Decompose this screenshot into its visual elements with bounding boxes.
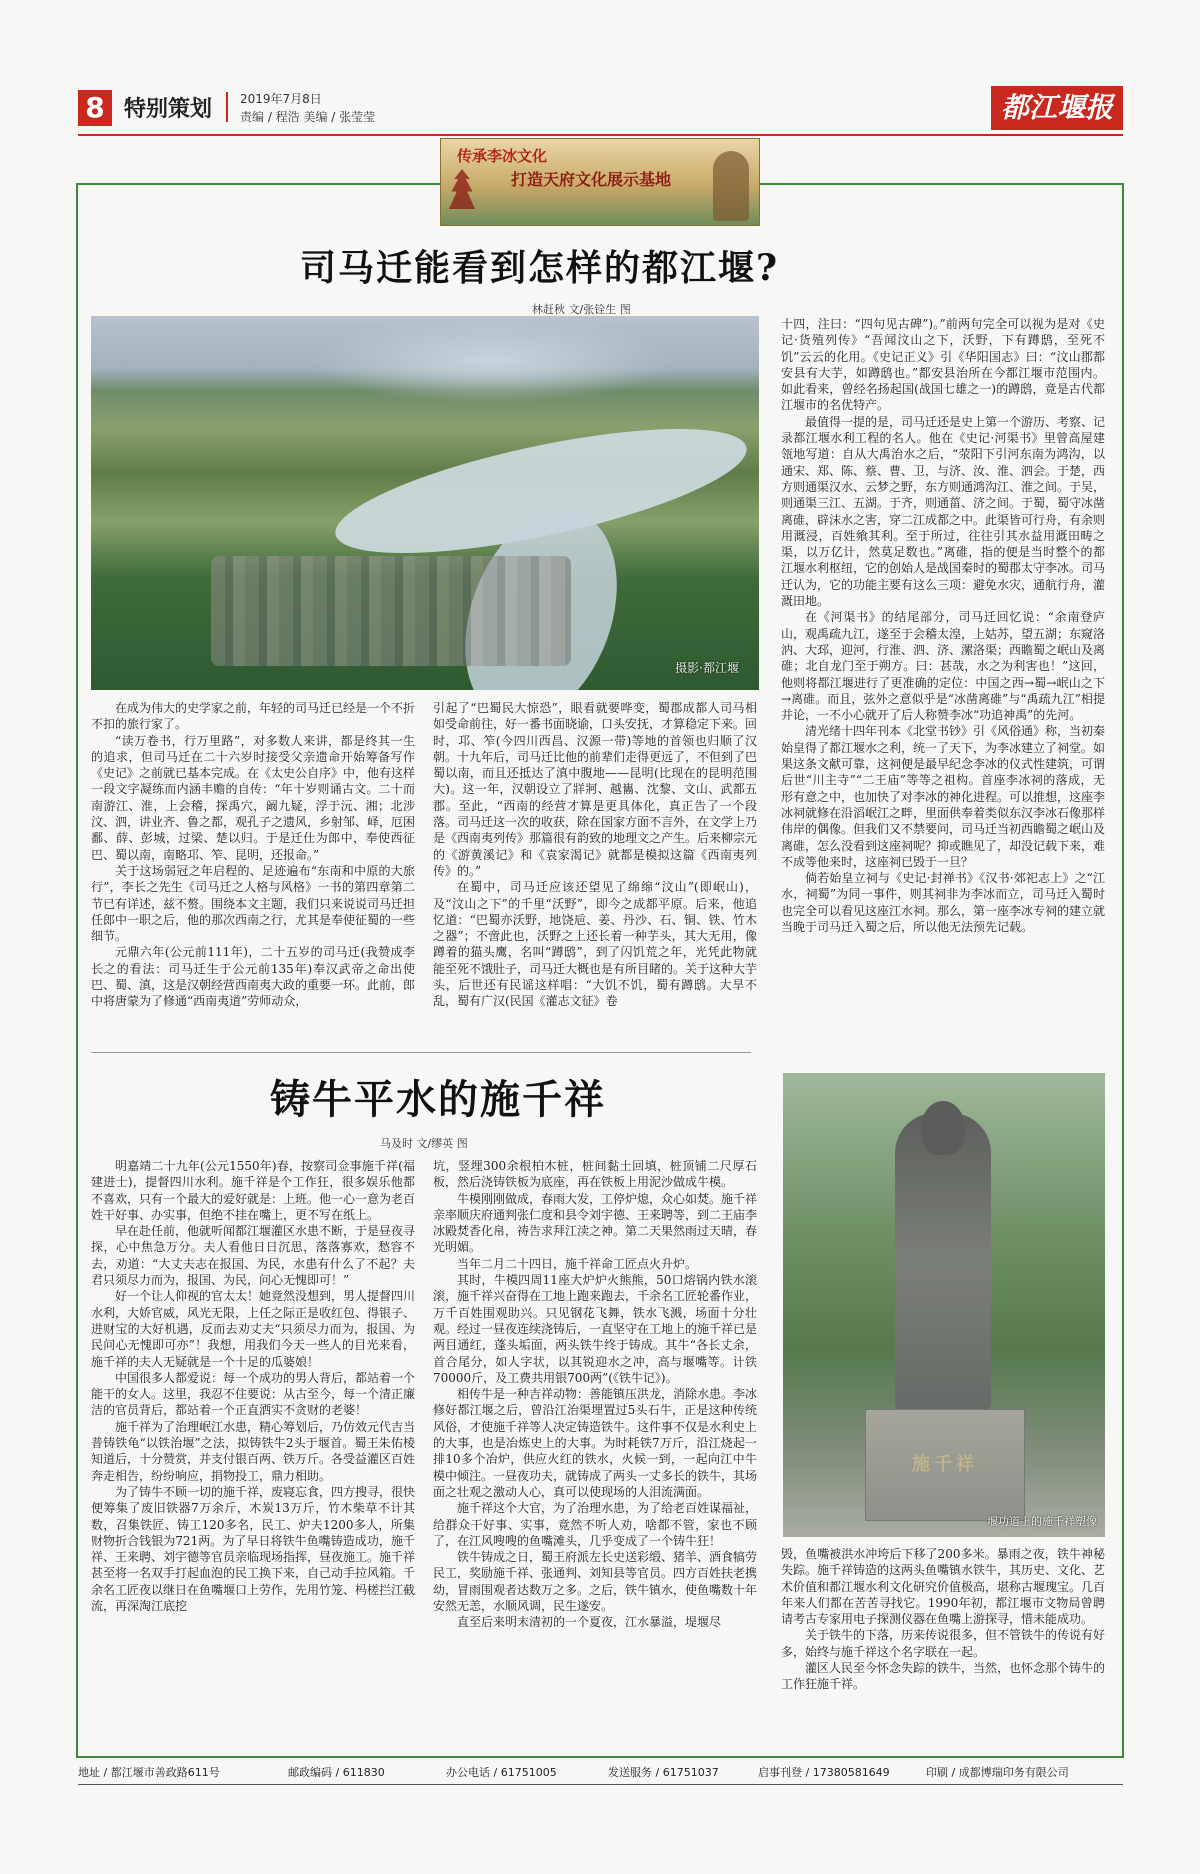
paragraph: 为了铸牛不顾一切的施千祥，废寝忘食，四方搜寻，很快便筹集了废旧铁器7万余斤，木炭13万斤，竹木柴草不计其数，召集铁匠、铸工120多名，民工、炉夫1200多人，所集财物折合钱银为721两。为了早日将铁牛鱼嘴铸造成功，施千祥、王来聘、刘宇德等官员亲临现场指挥，昼夜施工。施千祥甚至将一名双手打起血泡的民工换下来，自己动手拉风箱。千余名工匠夜以继日在鱼嘴堰口上劳作，先用竹笼、杩槎拦江截流，再深淘江底挖 bbox=[91, 1484, 415, 1614]
statue-pedestal bbox=[865, 1409, 1025, 1521]
article2-column-3 bbox=[781, 1546, 1105, 1746]
paragraph: 清光绪十四年刊本《北堂书钞》引《风俗通》称，当初秦始皇得了都江堰水之利，统一了天下，为李冰建立了祠堂。如果这条文献可靠，这祠便是最早纪念李冰的仪式性建筑，可谓后世“川主寺”“二王庙”等等之祖构。首座李冰祠的落成，无形有意之中，也加快了对李冰的神化进程。可以推想，这座李冰祠就修在沿滔岷江之畔，里面供奉着类似东汉李冰石像那样伟岸的偶像。但我们又不禁要问，司马迁当初西瞻蜀之岷山及离碓，怎么没看到这座祠呢？抑或瞧见了，却没记载下来，难不成等他来时，这座祠已毁于一旦？ bbox=[781, 724, 1105, 869]
pedestal-inscription: 施千祥 bbox=[912, 1454, 978, 1475]
paragraph: 坑，竖埋300余根柏木桩，桩间黏土回填，桩顶铺二尺厚石板，然后浇铸铁板为底座，再在铁板上用泥沙做成牛模。 bbox=[433, 1159, 757, 1190]
footer-printer: 印刷 / 成都博瑞印务有限公司 bbox=[926, 1766, 1069, 1779]
paragraph: 施千祥这个大官，为了治理水患，为了给老百姓谋福祉，给群众干好事、实事，竟然不听人劝，啥都不管，家也不顾了，在江风嗖嗖的鱼嘴滩头，几乎变成了一个铸牛狂！ bbox=[433, 1501, 757, 1548]
paragraph: 最值得一提的是，司马迁还是史上第一个游历、考察、记录都江堰水利工程的名人。他在《史记·河渠书》里曾高屋建瓴地写道：自从大禹治水之后，“荥阳下引河东南为鸿沟，以通宋、郑、陈、蔡、曹、卫，与济、汝、淮、泗会。于楚，西方则通渠汉水、云梦之野，东方则通鸿沟江、淮之间。于吴，则通渠三江、五湖。于齐，则通菑、济之间。于蜀，蜀守冰凿离碓，辟沫水之害，穿二江成都之中。此渠皆可行舟，有余则用溉浸，百姓飨其利。至于所过，往往引其水益用溉田畴之渠，以万亿计，然莫足数也。”离碓，指的便是当时整个的都江堰水利枢纽，它的创始人是战国秦时的蜀郡太守李冰。司马迁认为，它的功能主要有这么三项：避免水灾，通航行舟，灌溉田地。 bbox=[781, 414, 1105, 609]
paragraph: 十四，注曰：“四句见古碑”)。”前两句完全可以视为是对《史记·货殖列传》“吾闻汶山之下，沃野，下有蹲鸱，至死不饥”云云的化用。《史记正义》引《华阳国志》曰：“汶山郡都安县有大芋，如蹲鸱也。”都安县治所在今都江堰市范围内。如此看来，曾经名扬起国(战国七雄之一)的蹲鸱，竟是古代都江堰市的名优特产。 bbox=[781, 317, 1105, 413]
article1-column-3 bbox=[781, 316, 1105, 1046]
paragraph: “读万卷书，行万里路”，对多数人来讲，都是终其一生的追求，但司马迁在二十六岁时接受父亲遗命开始筹备写作《史记》之前就已基本完成。在《太史公自序》中，他有这样一段文字凝练而内涵丰赡的自传：“年十岁则诵古文。二十而南游江、淮，上会稽，探禹穴，阚九疑，浮于沅、湘；北涉汶、泗，讲业齐、鲁之都，观孔子之遗风，乡射邹、峄，厄困鄱、薛、彭城，过梁、楚以归。于是迁仕为郎中，奉使西征巴、蜀以南，南略邛、笮、昆明，还报命。” bbox=[91, 733, 415, 862]
paragraph: 在《河渠书》的结尾部分，司马迁回忆说：“余南登庐山，观禹疏九江，遂至于会稽太湟，上姑苏，望五湖；东窥洛汭、大邳，迎河，行淮、泗、济、漯洛渠；西瞻蜀之岷山及离碓；北自龙门至于朔方。曰：甚哉，水之为利害也！”这回，他则将都江堰进行了更准确的定位：中国之西→蜀→岷山之下→离碓。而且，弦外之意似乎是“冰凿离碓”与“禹疏九江”相提并论，一不小心就开了后人称赞李冰“功追神禹”的先河。 bbox=[781, 610, 1105, 723]
paragraph: 毁，鱼嘴被洪水冲垮后下移了200多米。暴雨之夜，铁牛神秘失踪。施千祥铸造的这两头鱼嘴镇水铁牛，其历史、文化、艺术价值和都江堰水利文化研究价值极高，堪称古堰瑰宝。几百年来人们都在苦苦寻找它。1990年初，都江堰市文物局曾聘请考古专家用电子探测仪器在鱼嘴上游探寻，惜未能成功。 bbox=[781, 1547, 1105, 1627]
paragraph: 关于这场弱冠之年启程的、足迹遍布“东南和中原的大旅行”，李长之先生《司马迁之人格与风格》一书的第四章第二节已有详述，兹不赘。围绕本文主题，我们只来说说司马迁担任郎中一职之后，他的那次西南之行，尤其是奉使征蜀的一些细节。 bbox=[91, 863, 415, 944]
banner-line-1: 传承李冰文化 bbox=[457, 147, 548, 165]
section-title: 特别策划 bbox=[124, 97, 213, 122]
footer-postcode: 邮政编码 / 611830 bbox=[288, 1766, 385, 1779]
paragraph: 牛模刚刚做成，春雨大发，工停炉熄，众心如焚。施千祥亲率顺庆府通判张仁度和县令刘宇德、王来聘等，到二王庙李冰殿焚香化帛，祷告求拜江渎之神。第二天果然雨过天晴，春光明媚。 bbox=[433, 1191, 757, 1255]
paragraph: 引起了“巴蜀民大惊恐”，眼看就要哗变，蜀郡成都人司马相如受命前往，好一番书面晓谕，口头安抚，才算稳定下来。回时，邛、笮(今四川西昌、汉源一带)等地的首领也归顺了汉朝。十九年后，司马迁比他的前辈们走得更远了，不但到了巴蜀以南，而且还抵达了滇中腹地——昆明(比现在的昆明范围大)。这一年，汉朝设立了牂牁、越巂、沈黎、文山、武都五郡。至此，“西南的经营才算是更具体化，真正告了一个段落。司马迁这一次的收获，除在国家方面不言外，在文学上乃是《西南夷列传》那篇很有韵致的地理文之产生。后来柳宗元的《游黄溪记》和《袁家渴记》就都是模拟这篇《西南夷列传》的。” bbox=[433, 701, 757, 878]
paragraph: 灌区人民至今怀念失踪的铁牛，当然，也怀念那个铸牛的工作狂施千祥。 bbox=[781, 1661, 1105, 1692]
culture-banner bbox=[440, 138, 760, 226]
article1-column-2 bbox=[433, 700, 757, 1048]
article1-title: 司马迁能看到怎样的都江堰? bbox=[300, 247, 780, 289]
footer-office-phone: 办公电话 / 61751005 bbox=[446, 1766, 557, 1779]
statue-figure bbox=[895, 1113, 991, 1413]
article1-byline: 林赶秋 文/张铨生 图 bbox=[532, 303, 631, 316]
photo1-caption: 摄影·都江堰 bbox=[675, 661, 739, 675]
paragraph: 施千祥为了治理岷江水患，精心筹划后，乃仿效元代吉当普铸铁龟“以铁治堰”之法，拟铸铁牛2头于堰首。蜀王朱佑棱知道后，十分赞赏，并支付银百两、铁万斤。各受益灌区百姓奔走相告，纷纷响应，捐物投工，鼎力相助。 bbox=[91, 1419, 415, 1483]
paragraph: 铁牛铸成之日，蜀王府派左长史送彩缎、猪羊、酒食犒劳民工，奖励施千祥、张通判、刘知县等官员。四方百姓扶老携幼，冒雨围观者达数万之多。之后，铁牛镇水，使鱼嘴数十年安然无恙，水顺风调，民生遂安。 bbox=[433, 1550, 757, 1614]
shi-qianxiang-statue-photo bbox=[783, 1073, 1105, 1537]
footer-ads: 启事刊登 / 17380581649 bbox=[758, 1766, 890, 1779]
paragraph: 元鼎六年(公元前111年)，二十五岁的司马迁(我赞成李长之的看法：司马迁生于公元前135年)奉汉武帝之命出使巴、蜀、滇，这是汉朝经营西南夷大政的重要一环。此前，郎中将唐蒙为了修通“西南夷道”劳师动众， bbox=[91, 945, 415, 1009]
paragraph: 明嘉靖二十九年(公元1550年)春，按察司佥事施千祥(福建进士)，提督四川水利。施千祥是个工作狂，很多娱乐他都不喜欢，只有一个最大的爱好就是：上班。他一心一意为老百姓干好事、办实事，但绝不挂在嘴上，更不写在纸上。 bbox=[91, 1159, 415, 1222]
town-shape bbox=[211, 556, 571, 666]
paragraph: 当年二月二十四日，施千祥命工匠点火升炉。 bbox=[457, 1256, 698, 1271]
paragraph: 好一个让人仰视的官太太！她竟然没想到，男人提督四川水利，大娇官威，风光无限，上任之际正是收红包、得银子、进财宝的大好机遇，反而去劝丈夫“只须尽力而为，报国、为民问心无愧即可亦”！我想，用我们今天一些人的目光来看，施千祥的夫人无疑就是一个十足的瓜婆娘！ bbox=[91, 1289, 415, 1369]
article2-column-2 bbox=[433, 1158, 757, 1748]
header-rule bbox=[78, 134, 1123, 136]
article2-column-1 bbox=[91, 1158, 415, 1748]
editor-credits: 责编 / 程浩 美编 / 张莹莹 bbox=[240, 110, 376, 124]
footer-address: 地址 / 都江堰市善政路611号 bbox=[78, 1766, 220, 1779]
paragraph: 相传牛是一种吉祥动物：善能镇压洪龙，消除水患。李冰修好都江堰之后，曾沿江治渠埋置过5头石牛，正是这种传统风俗，才使施千祥等人决定铸造铁牛。这件事不仅是水利史上的大事，也是冶炼史上的大事。为时耗铁7万斤，沿江烧起一排10多个冶炉，供应火红的铁水，火候一到，一起向江中牛模中倾注。一昼夜功夫，就铸成了两头一丈多长的铁牛，其场面之壮观之激动人心，真可以使现场的人泪流满面。 bbox=[433, 1387, 757, 1499]
page-number: 8 bbox=[78, 90, 112, 126]
paragraph: 在蜀中，司马迁应该还望见了绵绵“汶山”(即岷山)，及“汶山之下”的千里“沃野”，即今之成都平原。后来，他追忆道：“巴蜀亦沃野，地饶巵、姜、丹沙、石、铜、铁、竹木之器”；不啻此也，沃野之上还长着一种芋头，其大无用，像蹲着的猫头鹰，名叫“蹲鸱”，到了闪饥荒之年，光凭此物就能至死不饿肚子，司马迁大概也是有所目睹的。关于这种大芋头，后世还有民谣这样唱：“大饥不饥，蜀有蹲鸱。大旱不乱，蜀有广汉(民国《灌志文征》卷 bbox=[433, 880, 757, 1009]
masthead-logo: 都江堰报 bbox=[991, 86, 1123, 130]
issue-date: 2019年7月8日 bbox=[240, 92, 322, 106]
article-divider bbox=[91, 1052, 751, 1053]
statue-icon bbox=[713, 151, 749, 221]
pagoda-icon bbox=[449, 169, 475, 219]
paragraph: 直至后来明末清初的一个夏夜，江水暴溢，堤堰尽 bbox=[457, 1615, 722, 1630]
statue-head bbox=[921, 1101, 965, 1155]
paragraph: 中国很多人都爱说：每一个成功的男人背后，都站着一个能干的女人。这里，我忍不住要说：从古至今，每一个清正廉洁的官员背后，都站着一个正直洒实不贪财的老婆！ bbox=[91, 1370, 415, 1418]
header-divider bbox=[226, 92, 228, 122]
article2-title: 铸牛平水的施千祥 bbox=[270, 1076, 606, 1123]
footer-rule bbox=[78, 1784, 1123, 1785]
banner-line-2: 打造天府文化展示基地 bbox=[511, 170, 672, 189]
paragraph: 倘若始皇立祠与《史记·封禅书》《汉书·郊祀志上》之“江水，祠蜀”为同一事件，则其祠非为李冰而立，司马迁入蜀时也完全可以看见这座江水祠。那么，第一座李冰专祠的建立就当晚于司马迁入蜀之后，所以他无法预先记载。 bbox=[781, 871, 1105, 934]
article2-byline: 马及时 文/缪英 图 bbox=[380, 1137, 468, 1150]
paragraph: 其时，牛模四周11座大炉炉火熊熊，50口熔锅内铁水滚滚，施千祥兴奋得在工地上跑来跑去，千余名工匠轮番作业，万千百姓围观助兴。只见钢花飞舞，铁水飞溅，场面十分壮观。经过一昼夜连续浇铸后，一直坚守在工地上的施千祥已是两目通红，蓬头垢面，两头铁牛终于铸成。其牛“各长丈余，首合尾分，如人字状，以其锐迎水之冲，高与堰嘴等。计铁70000斤，及工费共用银700两”(《铁牛记》)。 bbox=[433, 1273, 757, 1385]
photo2-caption: 堰功道上的施千祥塑像 bbox=[987, 1515, 1097, 1528]
dujiangyan-aerial-photo bbox=[91, 316, 759, 690]
page-header bbox=[78, 86, 1123, 132]
paragraph: 早在赴任前，他就听闻都江堰灌区水患不断，于是昼夜寻探，心中焦急万分。夫人看他日日沉思，落落寡欢，愁容不去，劝道：“大丈夫志在报国、为民，水患有什么了不起？夫君只须尽力而为，报国、为民，问心无愧即可！” bbox=[91, 1224, 415, 1288]
paragraph: 在成为伟大的史学家之前，年轻的司马迁已经是一个不折不扣的旅行家了。 bbox=[91, 701, 415, 732]
article1-column-1 bbox=[91, 700, 415, 1048]
paragraph: 关于铁牛的下落，历来传说很多，但不管铁牛的传说有好多，始终与施千祥这个名字联在一起。 bbox=[781, 1628, 1105, 1659]
footer-distribution: 发送服务 / 61751037 bbox=[608, 1766, 719, 1779]
page-footer bbox=[78, 1760, 1123, 1782]
